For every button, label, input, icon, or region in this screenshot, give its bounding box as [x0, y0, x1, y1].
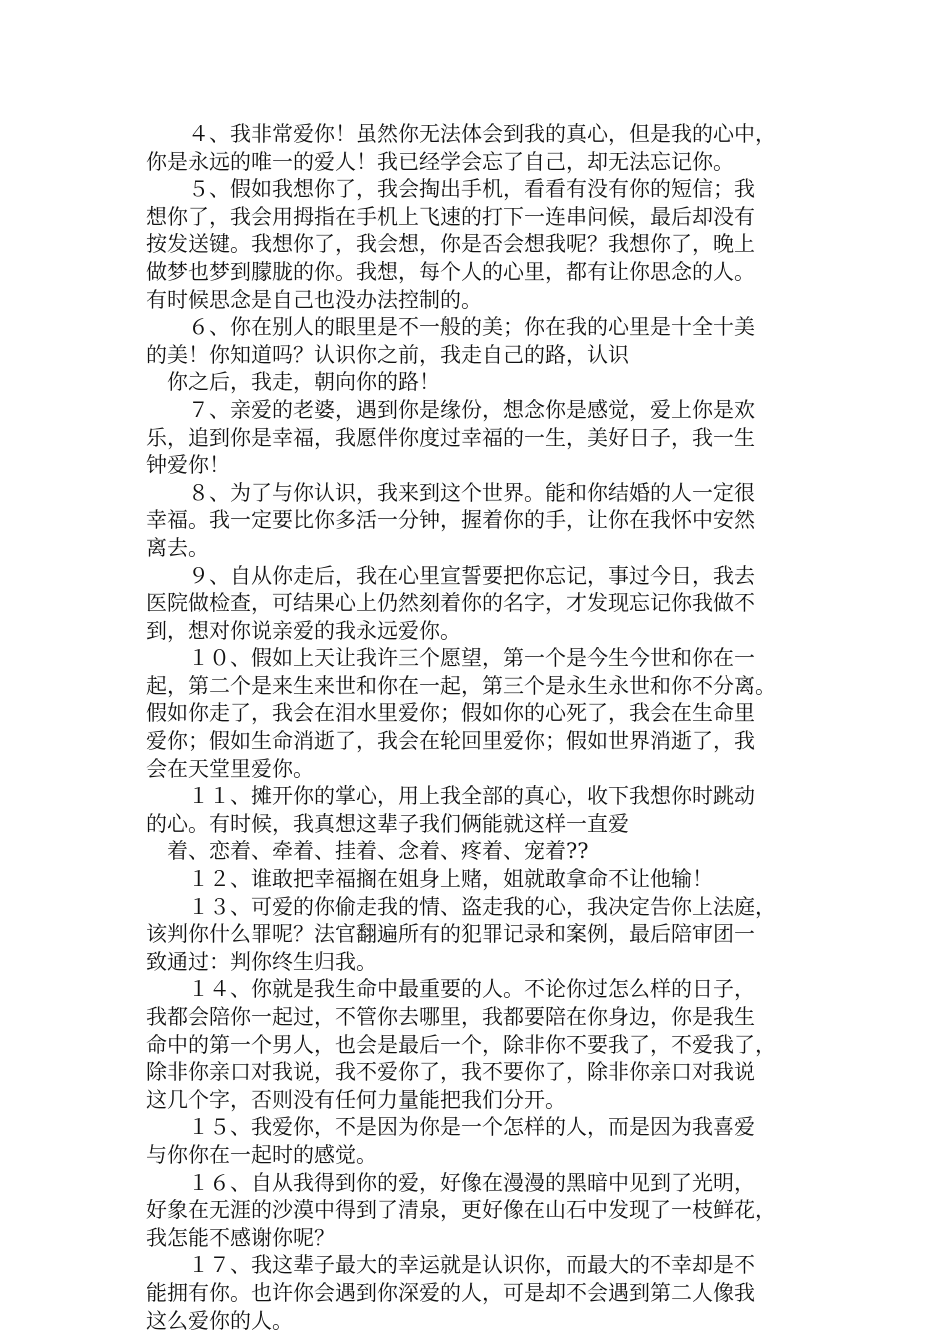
text-line: １６、自从我得到你的爱，好像在漫漫的黑暗中见到了光明，: [146, 1170, 755, 1195]
text-line: 有时候思念是自己也没办法控制的。: [146, 287, 482, 312]
text-line: １２、谁敢把幸福搁在姐身上赌，姐就敢拿命不让他输！: [146, 867, 713, 892]
text-line: １４、你就是我生命中最重要的人。不论你过怎么样的日子，: [146, 977, 755, 1002]
text-line: 你之后，我走，朝向你的路！: [146, 370, 440, 395]
text-line: 该判你什么罪呢？法官翻遍所有的犯罪记录和案例，最后陪审团一: [146, 922, 755, 947]
text-line: 这么爱你的人。: [146, 1308, 293, 1333]
text-line: 想你了，我会用拇指在手机上飞速的打下一连串问候，最后却没有: [146, 204, 755, 229]
text-line: ９、自从你走后，我在心里宣誓要把你忘记，事过今日，我去: [146, 563, 755, 588]
text-line: 这几个字，否则没有任何力量能把我们分开。: [146, 1087, 566, 1112]
text-line: 与你你在一起时的感觉。: [146, 1142, 377, 1167]
text-line: 做梦也梦到朦胧的你。我想，每个人的心里，都有让你思念的人。: [146, 259, 755, 284]
text-line: １０、假如上天让我许三个愿望，第一个是今生今世和你在一: [146, 646, 755, 671]
text-line: ７、亲爱的老婆，遇到你是缘份，想念你是感觉，爱上你是欢: [146, 397, 755, 422]
text-line: １１、摊开你的掌心，用上我全部的真心，收下我想你时跳动: [146, 784, 755, 809]
text-line: ６、你在别人的眼里是不一般的美；你在我的心里是十全十美: [146, 315, 755, 340]
text-line: 致通过：判你终生归我。: [146, 949, 377, 974]
text-line: 的美！你知道吗？认识你之前，我走自己的路，认识: [146, 342, 629, 367]
text-line: 离去。: [146, 535, 209, 560]
text-line: ４、我非常爱你！虽然你无法体会到我的真心，但是我的心中，: [146, 122, 776, 146]
text-line: 按发送键。我想你了，我会想，你是否会想我呢？我想你了，晚上: [146, 232, 755, 257]
text-line: ５、假如我想你了，我会掏出手机，看看有没有你的短信；我: [146, 177, 755, 202]
text-line: ８、为了与你认识，我来到这个世界。能和你结婚的人一定很: [146, 480, 755, 505]
text-line: 命中的第一个男人，也会是最后一个，除非你不要我了，不爱我了，: [146, 1032, 776, 1057]
text-line: 我怎能不感谢你呢？: [146, 1225, 335, 1250]
text-line: １５、我爱你，不是因为你是一个怎样的人，而是因为我喜爱: [146, 1115, 755, 1140]
text-line: 你是永远的唯一的爱人！我已经学会忘了自己，却无法忘记你。: [146, 149, 734, 174]
text-line: 我都会陪你一起过，不管你去哪里，我都要陪在你身边，你是我生: [146, 1005, 755, 1029]
text-line: 爱你；假如生命消逝了，我会在轮回里爱你；假如世界消逝了，我: [146, 729, 755, 754]
text-line: 着、恋着、牵着、挂着、念着、疼着、宠着??: [146, 839, 589, 864]
text-line: 假如你走了，我会在泪水里爱你；假如你的心死了，我会在生命里: [146, 701, 755, 726]
text-line: 会在天堂里爱你。: [146, 756, 314, 781]
text-line: 起，第二个是来生来世和你在一起，第三个是永生永世和你不分离。: [146, 673, 776, 698]
text-line: １３、可爱的你偷走我的情、盗走我的心，我决定告你上法庭，: [146, 894, 776, 919]
text-line: １７、我这辈子最大的幸运就是认识你，而最大的不幸却是不: [146, 1253, 755, 1278]
text-line: 好象在无涯的沙漠中得到了清泉，更好像在山石中发现了一枝鲜花，: [146, 1198, 776, 1223]
text-line: 乐，追到你是幸福，我愿伴你度过幸福的一生，美好日子，我一生: [146, 425, 755, 450]
text-line: 能拥有你。也许你会遇到你深爱的人，可是却不会遇到第二人像我: [146, 1280, 755, 1305]
text-line: 医院做检查，可结果心上仍然刻着你的名字，才发现忘记你我做不: [146, 591, 755, 616]
text-line: 钟爱你！: [146, 453, 230, 478]
document-body: [146, 121, 816, 1335]
text-line: 的心。有时候，我真想这辈子我们俩能就这样一直爱: [146, 811, 629, 836]
text-line: 除非你亲口对我说，我不爱你了，我不要你了，除非你亲口对我说: [146, 1060, 755, 1085]
text-line: 到，想对你说亲爱的我永远爱你。: [146, 618, 461, 643]
text-line: 幸福。我一定要比你多活一分钟，握着你的手，让你在我怀中安然: [146, 508, 755, 533]
